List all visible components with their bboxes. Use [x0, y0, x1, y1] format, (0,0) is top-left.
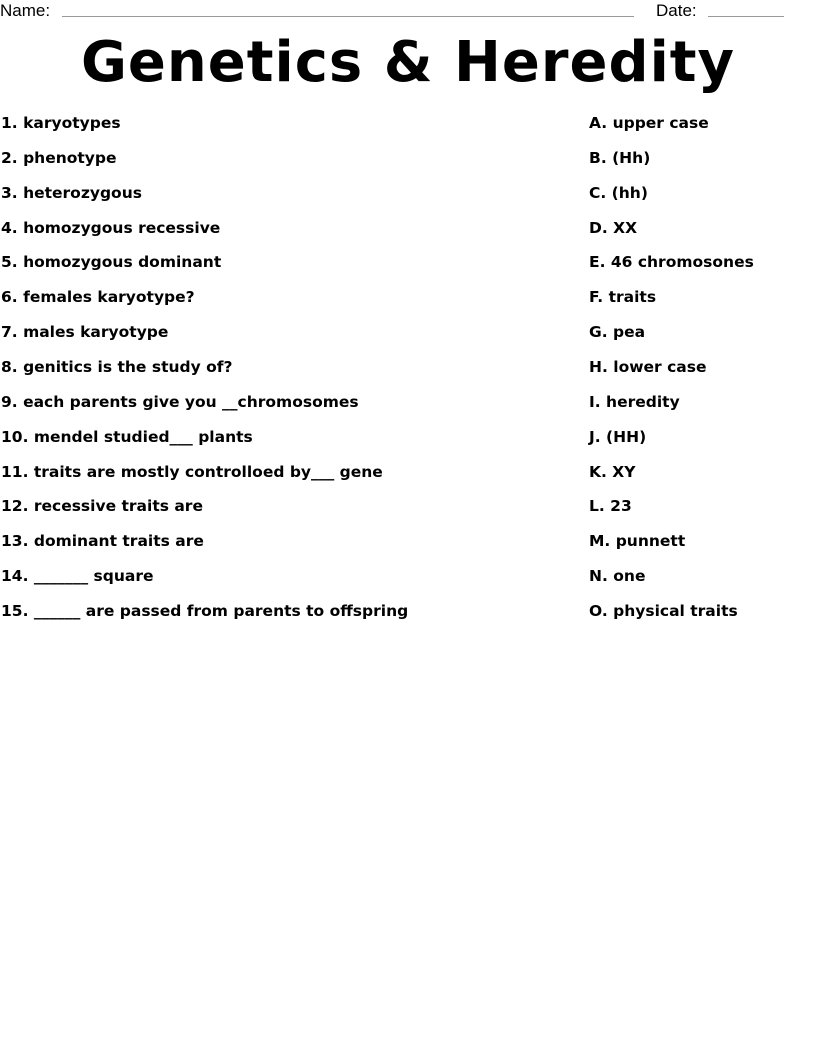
name-blank-line: [62, 16, 634, 17]
answer-item: O. physical traits: [589, 602, 738, 621]
date-label: Date:: [656, 1, 697, 20]
answer-item: C. (hh): [589, 183, 648, 202]
question-item: 11. traits are mostly controlloed by___ gene: [1, 462, 383, 481]
question-item: 8. genitics is the study of?: [1, 358, 233, 377]
question-item: 4. homozygous recessive: [1, 218, 221, 237]
question-item: 13. dominant traits are: [1, 532, 204, 551]
question-item: 15. ______ are passed from parents to offspring: [1, 602, 409, 621]
date-blank-line: [708, 16, 784, 17]
answer-item: F. traits: [589, 288, 657, 307]
answer-item: G. pea: [589, 323, 646, 342]
matching-row: [0, 251, 816, 286]
page-title: Genetics & Heredity: [80, 30, 736, 95]
question-item: 5. homozygous dominant: [1, 253, 222, 272]
matching-row: [0, 217, 816, 252]
matching-row: [0, 321, 816, 356]
question-item: 12. recessive traits are: [1, 497, 203, 516]
matching-row: [0, 530, 816, 565]
question-item: 2. phenotype: [1, 148, 117, 167]
question-item: 3. heterozygous: [1, 183, 142, 202]
matching-row: [0, 286, 816, 321]
question-item: 9. each parents give you __chromosomes: [1, 392, 359, 411]
question-item: 1. karyotypes: [1, 114, 121, 132]
answer-item: N. one: [589, 567, 646, 586]
answer-item: I. heredity: [589, 392, 680, 411]
question-item: 14. _______ square: [1, 567, 154, 586]
answer-item: M. punnett: [589, 532, 686, 551]
answer-item: D. XX: [589, 218, 638, 237]
matching-list: [0, 112, 816, 635]
matching-row: [0, 356, 816, 391]
question-item: 6. females karyotype?: [1, 288, 195, 307]
question-item: 7. males karyotype: [1, 323, 169, 342]
question-item: 10. mendel studied___ plants: [1, 427, 253, 446]
worksheet-header: [0, 0, 816, 24]
matching-row: [0, 565, 816, 600]
matching-row: [0, 426, 816, 461]
answer-item: H. lower case: [589, 358, 707, 377]
matching-row: [0, 461, 816, 496]
answer-item: B. (Hh): [589, 148, 651, 167]
matching-row: [0, 495, 816, 530]
name-label: Name:: [0, 1, 51, 20]
answer-item: L. 23: [589, 497, 632, 516]
matching-row: [0, 182, 816, 217]
answer-item: K. XY: [589, 462, 636, 481]
answer-item: A. upper case: [589, 114, 709, 132]
matching-row: [0, 600, 816, 635]
matching-row: [0, 391, 816, 426]
answer-item: E. 46 chromosones: [589, 253, 754, 272]
matching-row: [0, 112, 816, 147]
matching-row: [0, 147, 816, 182]
answer-item: J. (HH): [589, 427, 647, 446]
